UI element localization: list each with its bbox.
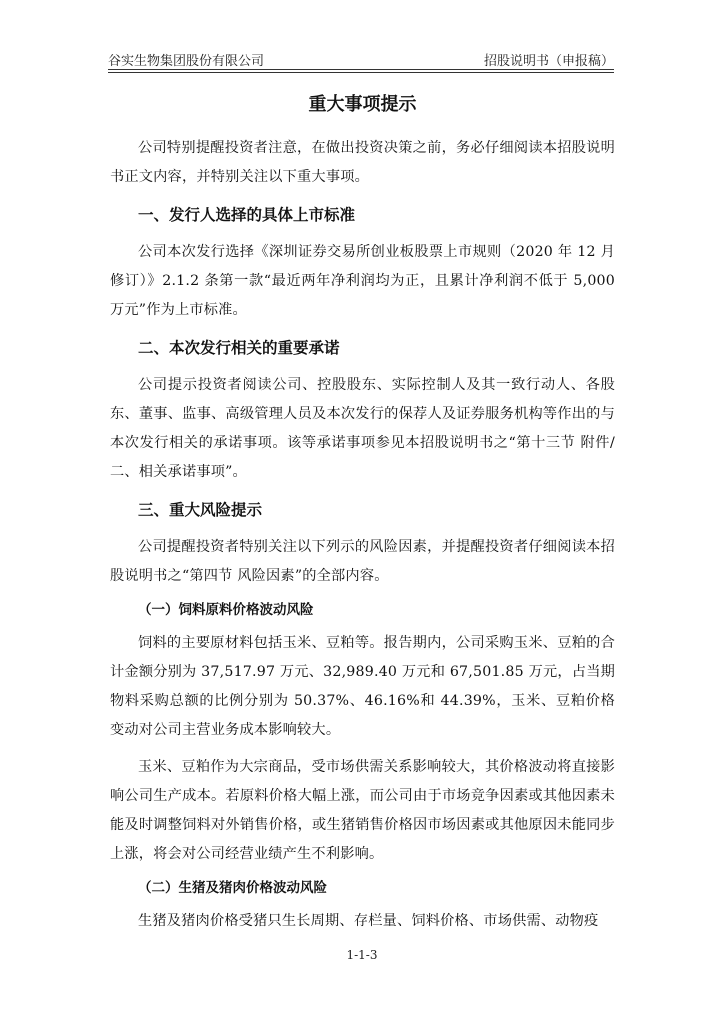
page-number: 1-1-3 (346, 948, 378, 962)
header-company: 谷实生物集团股份有限公司 (108, 54, 265, 69)
risk-paragraph-hog-price-1: 生猪及猪肉价格受猪只生长周期、存栏量、饲料价格、市场供需、动物疫 (138, 913, 599, 929)
section-paragraph-commitments: 公司提示投资者阅读公司、控股股东、实际控制人及其一致行动人、各股东、董事、监事、高级管理人员及本次发行的保荐人及证券服务机构等作出的与本次发行相关的承诺事项。该等承诺事项参见本招股说明书之“第十三节 附件/二、相关承诺事项”。 (110, 377, 615, 480)
header-rule (108, 69, 614, 70)
intro-paragraph: 公司特别提醒投资者注意，在做出投资决策之前，务必仔细阅读本招股说明书正文内容，并特别关注以下重大事项。 (110, 140, 615, 185)
header-doc-type: 招股说明书（申报稿） (483, 54, 614, 69)
section-paragraph-risk: 公司提醒投资者特别关注以下列示的风险因素，并提醒投资者仔细阅读本招股说明书之“第四节 风险因素”的全部内容。 (110, 539, 615, 584)
risk-heading-hog-price: （二）生猪及猪肉价格波动风险 (138, 880, 327, 896)
section-heading-listing-standard: 一、发行人选择的具体上市标准 (138, 206, 356, 224)
risk-heading-feed-price: （一）饲料原料价格波动风险 (138, 602, 314, 618)
page-content (110, 90, 615, 936)
page-title: 重大事项提示 (308, 94, 417, 115)
section-heading-commitments: 二、本次发行相关的重要承诺 (138, 339, 340, 357)
section-heading-risk: 三、重大风险提示 (138, 501, 263, 519)
section-paragraph-listing-standard: 公司本次发行选择《深圳证券交易所创业板股票上市规则（2020 年 12 月修订）》2.1.2 条第一款“最近两年净利润均为正，且累计净利润不低于 5,000 万元”作为上市标准。 (110, 244, 615, 318)
risk-paragraph-feed-price-2: 玉米、豆粕作为大宗商品，受市场供需关系影响较大，其价格波动将直接影响公司生产成本。若原料价格大幅上涨，而公司由于市场竞争因素或其他因素未能及时调整饲料对外销售价格，或生猪销售价格因市场因素或其他原因未能同步上涨，将会对公司经营业绩产生不利影响。 (110, 759, 615, 862)
risk-paragraph-feed-price-1: 饲料的主要原材料包括玉米、豆粕等。报告期内，公司采购玉米、豆粕的合计金额分别为 37,517.97 万元、32,989.40 万元和 67,501.85 万元，占当期物料采购总额的比例分别为 50.37%、46.16%和 44.39%，玉米、豆粕价格变动对公司主营业务成本影响较大。 (110, 635, 615, 738)
header-rule-secondary (108, 72, 614, 73)
